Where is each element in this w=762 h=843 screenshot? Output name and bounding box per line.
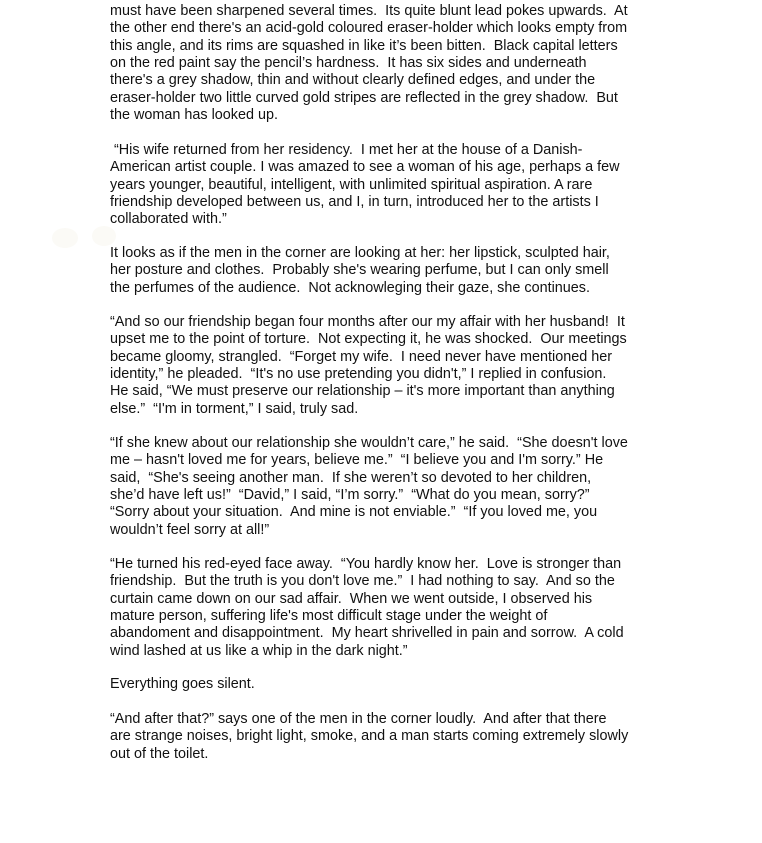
paragraph-if-she-knew	[110, 435, 670, 539]
text-line: wouldn’t feel sorry at all!”	[110, 521, 270, 538]
text-line: collaborated with.”	[110, 211, 227, 228]
text-line: there's a grey shadow, thin and without clearly defined edges, and under the	[110, 72, 596, 89]
text-line: friendship. But the truth is you don't love me.” I had nothing to say. And so the	[110, 573, 615, 590]
text-line: American artist couple. I was amazed to see a woman of his age, perhaps a few	[110, 159, 620, 176]
paragraph-friendship-began	[110, 314, 670, 418]
paragraph-men-looking	[110, 245, 670, 297]
paragraph-wife-returned	[110, 142, 670, 229]
text-line: said, “She's seeing another man. If she weren’t so devoted to her children,	[110, 469, 592, 486]
text-line: me – hasn't loved me for years, believe me.” “I believe you and I'm sorry.” He	[110, 452, 604, 469]
text-line: “His wife returned from her residency. I met her at the house of a Danish-	[110, 142, 583, 158]
text-line: “Sorry about your situation. And mine is not enviable.” “If you loved me, you	[110, 504, 598, 521]
text-line: the other end there's an acid-gold coloured eraser-holder which looks empty from	[110, 20, 628, 37]
text-line: on the red paint say the pencil’s hardness. It has six sides and underneath	[110, 55, 587, 72]
text-line: abandoment and disappointment. My heart shrivelled in pain and sorrow. A cold	[110, 625, 624, 642]
text-line: her posture and clothes. Probably she's wearing perfume, but I can only smell	[110, 262, 609, 279]
text-line: Everything goes silent.	[110, 676, 255, 692]
text-line: this angle, and its rims are squashed in like it’s been bitten. Black capital letters	[110, 37, 618, 54]
text-line: the woman has looked up.	[110, 107, 279, 124]
paragraph-silent	[110, 676, 670, 693]
text-line: upset me to the point of torture. Not expecting it, he was shocked. Our meetings	[110, 331, 627, 348]
paragraph-pencil-description	[110, 3, 670, 124]
text-line: mature person, suffering life's most difficult stage under the weight of	[110, 608, 548, 625]
text-line: wind lashed at us like a whip in the dark night.”	[110, 642, 408, 659]
text-line: else.” “I'm in torment,” I said, truly sad.	[110, 400, 359, 417]
text-line: It looks as if the men in the corner are looking at her: her lipstick, sculpted hair,	[110, 245, 610, 261]
paragraph-after-that	[110, 711, 670, 763]
paragraph-red-eyed-face	[110, 556, 670, 660]
text-line: she’d have left us!” “David,” I said, “I’m sorry.” “What do you mean, sorry?”	[110, 487, 590, 504]
text-line: “And so our friendship began four months after our my affair with her husband! It	[110, 314, 625, 330]
text-line: years younger, beautiful, intelligent, with unlimited spiritual aspiration. A rare	[110, 176, 593, 193]
scan-smudge	[52, 228, 78, 248]
text-line: friendship developed between us, and I, in turn, introduced her to the artists I	[110, 194, 599, 211]
text-line: are strange noises, bright light, smoke, and a man starts coming extremely slowly	[110, 728, 629, 745]
text-line: eraser-holder two little curved gold stripes are reflected in the grey shadow. But	[110, 89, 618, 106]
text-line: must have been sharpened several times. Its quite blunt lead pokes upwards. At	[110, 3, 628, 19]
scan-smudge	[92, 226, 116, 246]
text-line: the perfumes of the audience. Not acknowleging their gaze, she continues.	[110, 279, 590, 296]
text-line: He said, “We must preserve our relationship – it's more important than anything	[110, 383, 615, 400]
text-line: curtain came down on our sad affair. When we went outside, I observed his	[110, 590, 593, 607]
text-line: out of the toilet.	[110, 745, 209, 762]
text-line: “And after that?” says one of the men in the corner loudly. And after that there	[110, 711, 607, 727]
text-line: “He turned his red-eyed face away. “You hardly know her. Love is stronger than	[110, 556, 622, 572]
text-line: became gloomy, strangled. “Forget my wife. I need never have mentioned her	[110, 348, 613, 365]
text-line: “If she knew about our relationship she wouldn’t care,” he said. “She doesn't love	[110, 435, 628, 451]
text-line: identity,” he pleaded. “It's no use pretending you didn't,” I replied in confusion.	[110, 366, 607, 383]
